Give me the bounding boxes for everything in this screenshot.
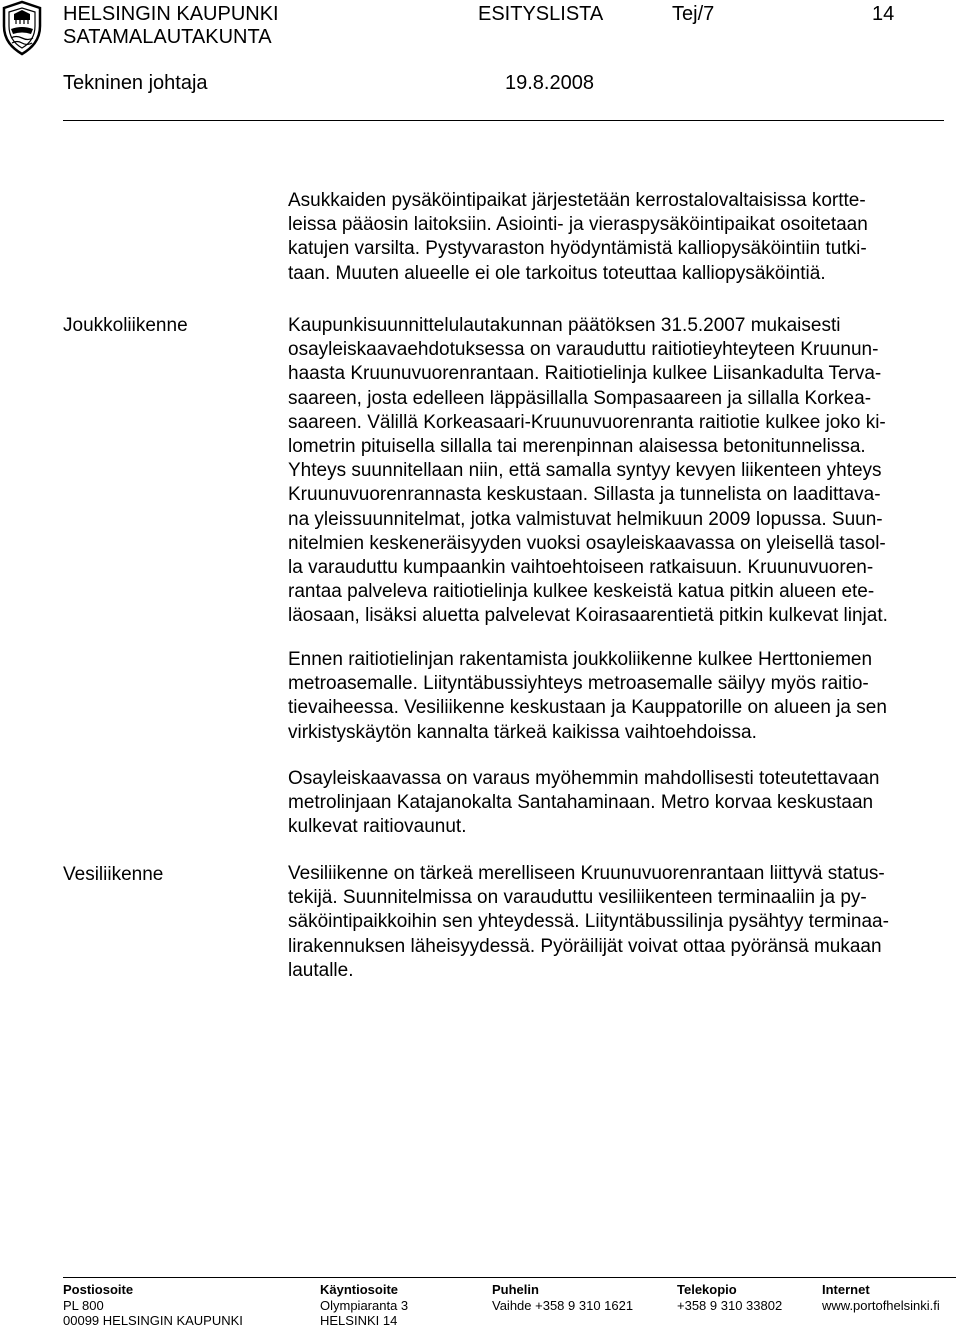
text-line: kulkevat raitiovaunut.: [288, 816, 467, 838]
document-date: 19.8.2008: [505, 72, 594, 94]
text-line: metrolinjaan Katajanokalta Santahaminaan. Metro korvaa keskustaan: [288, 792, 874, 814]
text-line: Osayleiskaavassa on varaus myöhemmin mahdollisesti toteutettavaan: [288, 768, 880, 789]
text-line: läosaan, lisäksi aluetta palvelevat Koirasaarentietä pitkin kulkevat linjat.: [288, 605, 888, 627]
joukkoliikenne-paragraph-3: [288, 767, 960, 840]
text-line: saareen, josta edelleen läppäsillalla Sompasaareen ja sillalla Korkea-: [288, 387, 872, 409]
footer-internet-title: Internet: [822, 1282, 870, 1297]
text-line: Vesiliikenne on tärkeä merelliseen Kruunuvuorenrantaan liittyvä status-: [288, 863, 885, 884]
footer-visit-line: Olympiaranta 3: [320, 1298, 409, 1313]
text-line: Kaupunkisuunnittelulautakunnan päätöksen 31.5.2007 mukaisesti: [288, 315, 841, 336]
text-line: saareen. Välillä Korkeasaari-Kruunuvuorenranta raitiotie kulkee joko ki-: [288, 411, 886, 433]
text-line: virkistyskäytön kannalta tärkeä kaikissa vaihtoehdoissa.: [288, 721, 757, 743]
text-line: Kruunuvuorenrannasta keskustaan. Sillasta ja tunnelista on laadittava-: [288, 484, 881, 506]
text-line: säköintipaikkoihin sen yhteydessä. Liityntäbussilinja pysähtyy terminaa-: [288, 911, 889, 933]
footer-fax-title: Telekopio: [677, 1282, 737, 1297]
footer-postal-line: 00099 HELSINGIN KAUPUNKI: [63, 1313, 243, 1328]
section-heading-joukkoliikenne: Joukkoliikenne: [63, 315, 188, 336]
text-line: Yhteys suunnitellaan niin, että samalla syntyy kevyen liikenteen yhteys: [288, 460, 882, 482]
text-line: katujen varsilta. Pystyvaraston hyödyntämistä kalliopysäköintiin tutki-: [288, 238, 867, 260]
text-line: Asukkaiden pysäköintipaikat järjestetään kerrostalovaltaisissa kortte-: [288, 190, 866, 211]
footer-postal-line: PL 800: [63, 1298, 104, 1313]
footer-phone-title: Puhelin: [492, 1282, 539, 1297]
footer-website-link[interactable]: www.portofhelsinki.fi: [822, 1298, 940, 1313]
text-line: taan. Muuten alueelle ei ole tarkoitus toteuttaa kalliopysäköintiä.: [288, 262, 826, 284]
footer-divider: [63, 1277, 956, 1278]
text-line: leissa pääosin laitoksiin. Asiointi- ja vieraspysäköintipaikat osoitetaan: [288, 214, 868, 236]
vesiliikenne-paragraph-1: [288, 862, 960, 983]
page-number: 14: [872, 3, 895, 25]
text-line: tekijä. Suunnitelmissa on varauduttu vesiliikenteen terminaaliin ja py-: [288, 887, 867, 909]
text-line: na yleissuunnitelmat, jotka valmistuvat helmikuun 2009 lopussa. Suun-: [288, 508, 883, 530]
section-heading-vesiliikenne: Vesiliikenne: [63, 864, 164, 885]
footer-visit-line: HELSINKI 14: [320, 1313, 398, 1328]
header-divider: [63, 120, 944, 121]
footer-fax-line: +358 9 310 33802: [677, 1298, 783, 1313]
text-line: lometrin pituisella sillalla tai merenpinnan alaisessa betonitunnelissa.: [288, 435, 866, 457]
joukkoliikenne-paragraph-1: [288, 314, 960, 628]
footer-phone-line: Vaihde +358 9 310 1621: [492, 1298, 634, 1313]
text-line: haasta Kruunuvuorenrantaan. Raitiotielinja kulkee Liisankadulta Terva-: [288, 363, 882, 385]
organization-name: HELSINGIN KAUPUNKI: [63, 3, 279, 25]
text-line: osayleiskaavaehdotuksessa on varauduttu raitiotieyhteyteen Kruunun-: [288, 339, 879, 361]
intro-paragraph: [288, 189, 960, 286]
author: Tekninen johtaja: [63, 72, 208, 94]
text-line: metroasemalle. Liityntäbussiyhteys metroasemalle säilyy myös raitio-: [288, 673, 869, 695]
document-type: ESITYSLISTA: [478, 3, 604, 25]
committee-name: SATAMALAUTAKUNTA: [63, 26, 272, 48]
text-line: tievaiheessa. Vesiliikenne keskustaan ja Kauppatorille on alueen ja sen: [288, 697, 887, 719]
text-line: rantaa palveleva raitiotielinja kulkee keskeistä katua pitkin alueen ete-: [288, 581, 875, 603]
text-line: lirakennuksen läheisyydessä. Pyöräilijät voivat ottaa pyöränsä mukaan: [288, 935, 882, 957]
text-line: la varauduttu kumpaankin vaihtoehtoiseen ratkaisuun. Kruunuvuoren-: [288, 556, 874, 578]
helsinki-coat-of-arms-logo: [0, 0, 44, 56]
text-line: lautalle.: [288, 959, 354, 981]
footer-visit-title: Käyntiosoite: [320, 1282, 399, 1297]
footer-postal-title: Postiosoite: [63, 1282, 134, 1297]
document-code: Tej/7: [672, 3, 715, 25]
text-line: nitelmien keskeneräisyyden vuoksi osayleiskaavassa on yleisellä tasol-: [288, 532, 886, 554]
text-line: Ennen raitiotielinjan rakentamista joukkoliikenne kulkee Herttoniemen: [288, 649, 873, 670]
joukkoliikenne-paragraph-2: [288, 648, 960, 745]
